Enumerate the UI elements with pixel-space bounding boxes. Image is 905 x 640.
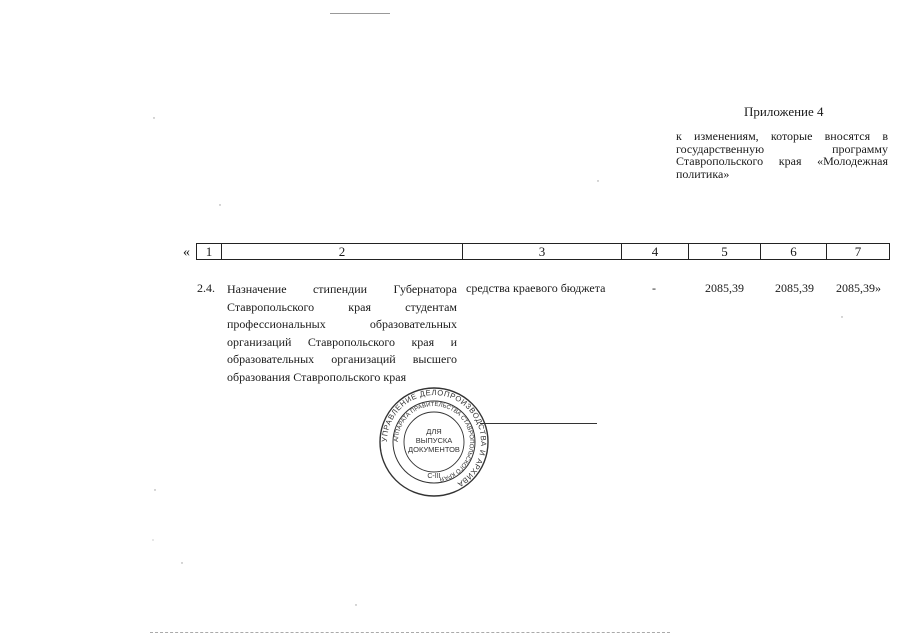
row-number: 2.4.	[197, 281, 215, 295]
stamp-center-line-2: ВЫПУСКА	[415, 436, 453, 445]
column-number-3: 3	[463, 244, 622, 260]
row-value-col6: 2085,39	[775, 281, 814, 295]
row-funding-source: средства краевого бюджета	[466, 281, 606, 295]
row-value-col4: -	[652, 281, 656, 295]
stamp-code: С-III	[427, 473, 441, 480]
column-number-1: 1	[197, 244, 222, 260]
stamp-center-line-1: ДЛЯ	[426, 427, 442, 436]
column-number-2: 2	[222, 244, 463, 260]
column-number-4: 4	[622, 244, 689, 260]
stamp-center-line-3: ДОКУМЕНТОВ	[408, 445, 460, 454]
stamp-outer-text: УПРАВЛЕНИЕ ДЕЛОПРОИЗВОДСТВА И АРХИВА	[379, 387, 489, 490]
table-open-quote: «	[183, 245, 190, 260]
appendix-note: к изменениям, которые вносятся в государственную программу Ставропольского края «Молодежная политика»	[676, 129, 888, 181]
appendix-title: Приложение 4	[744, 104, 824, 119]
row-value-col5: 2085,39	[705, 281, 744, 295]
column-number-7: 7	[827, 244, 890, 260]
stamp-inner-text: АППАРАТА ПРАВИТЕЛЬСТВА СТАВРОПОЛЬСКОГО КРАЯ	[393, 401, 475, 482]
column-number-6: 6	[761, 244, 827, 260]
row-value-col7: 2085,39»	[836, 281, 881, 295]
column-number-5: 5	[689, 244, 761, 260]
row-name: Назначение стипендии Губернатора Ставропольского края студентам профессиональных образовательных организаций Ставропольского края и образовательных организаций высшего образования Ставропольского края	[227, 282, 457, 384]
scan-edge-artifact	[150, 632, 670, 633]
